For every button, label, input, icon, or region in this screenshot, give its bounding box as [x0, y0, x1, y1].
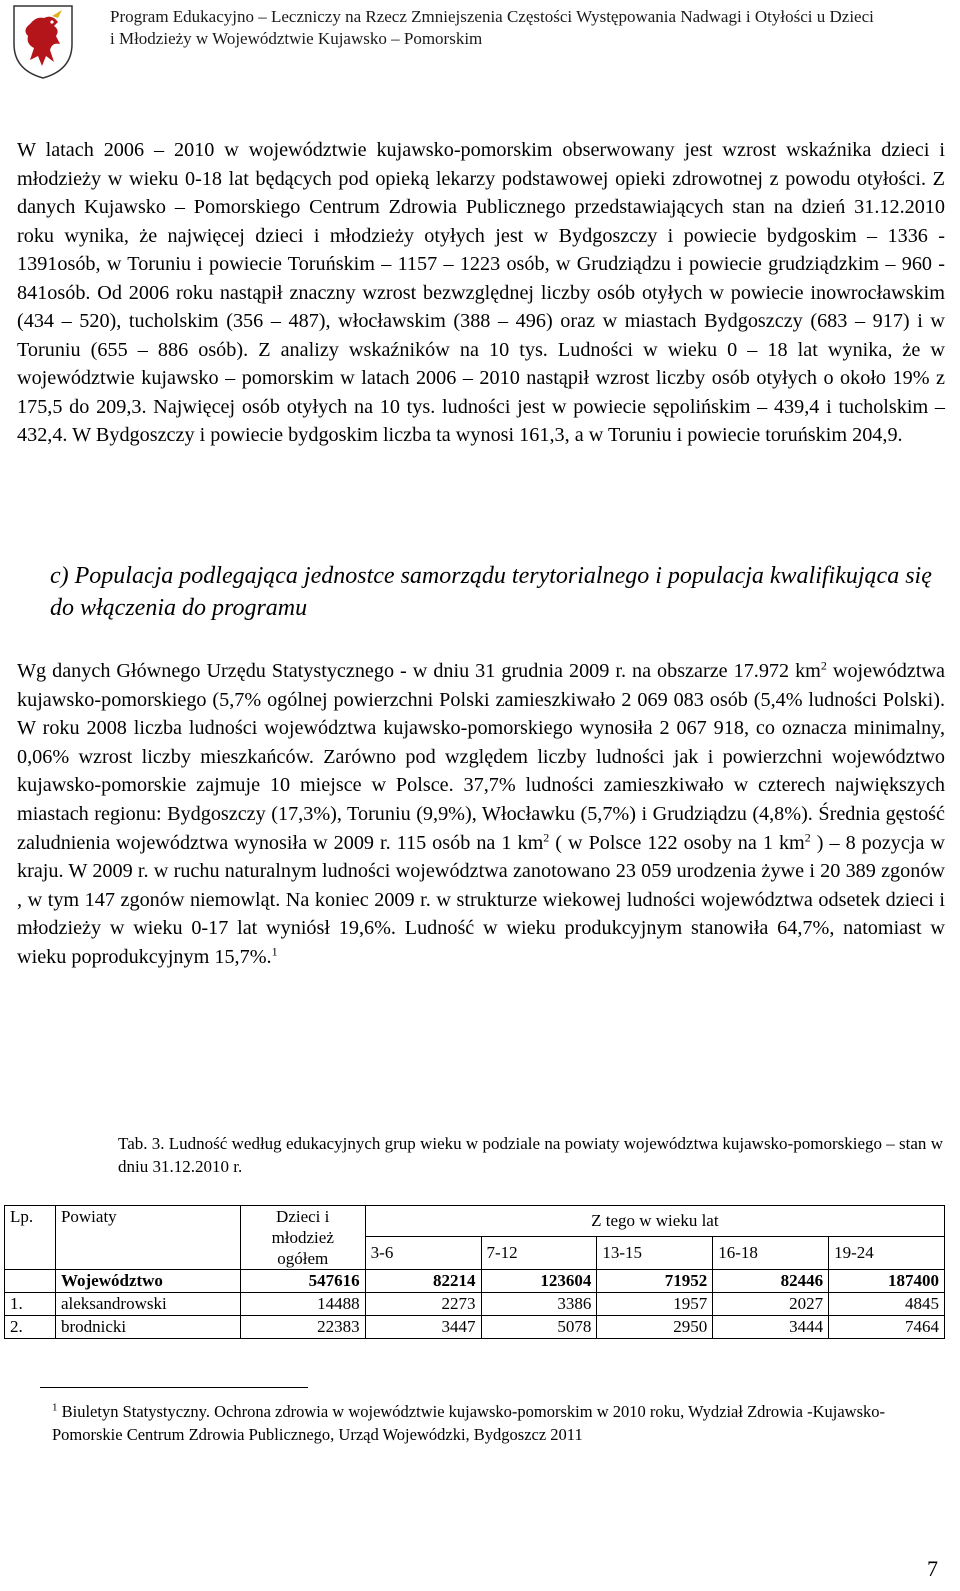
cell-value: 22383 — [240, 1316, 365, 1339]
page-header — [0, 0, 960, 90]
footnote-divider — [40, 1387, 308, 1388]
cell-value: 3444 — [713, 1316, 829, 1339]
cell-value: 2027 — [713, 1293, 829, 1316]
header-total: Dzieci i młodzież ogółem — [240, 1206, 365, 1270]
cell-value: 2273 — [365, 1293, 481, 1316]
cell-lp: 2. — [5, 1316, 56, 1339]
header-line-2: i Młodzieży w Województwie Kujawsko – Pomorskim — [110, 29, 483, 48]
header-age: 13-15 — [597, 1237, 713, 1270]
cell-name: aleksandrowski — [55, 1293, 240, 1316]
cell-value: 82214 — [365, 1270, 481, 1293]
cell-value: 187400 — [829, 1270, 945, 1293]
cell-value: 82446 — [713, 1270, 829, 1293]
footnote-text: Biuletyn Statystyczny. Ochrona zdrowia w województwie kujawsko-pomorskim w 2010 roku, Wydział Zdrowia -Kujawsko- Pomorskie Centrum Zdrowia Publicznego, Urząd Wojewódzki, Bydgoszcz 2011 — [52, 1402, 886, 1444]
table-caption: Tab. 3. Ludność według edukacyjnych grup wieku w podziale na powiaty województwa kujawsko-pomorskiego – stan w dniu 31.12.2010 r. — [118, 1134, 943, 1176]
cell-lp: 1. — [5, 1293, 56, 1316]
footnote-number: 1 — [52, 1401, 58, 1414]
page-number: 7 — [927, 1556, 938, 1581]
header-title — [110, 6, 950, 50]
table-header-row — [5, 1206, 945, 1237]
cell-value: 5078 — [481, 1316, 597, 1339]
cell-value: 3386 — [481, 1293, 597, 1316]
cell-value: 547616 — [240, 1270, 365, 1293]
header-age: 19-24 — [829, 1237, 945, 1270]
cell-name: brodnicki — [55, 1316, 240, 1339]
cell-value: 71952 — [597, 1270, 713, 1293]
cell-name: Województwo — [55, 1270, 240, 1293]
header-age: 7-12 — [481, 1237, 597, 1270]
paragraph-population: Wg danych Głównego Urzędu Statystycznego - w dniu 31 grudnia 2009 r. na obszarze 17.972 $km^2$ województwa kujawsko-pomorskiego (5,7% ogólnej powierzchni Polski zamieszkiwało 2 069 083 osób (5,4% ludności Polski). W roku 2008 liczba ludności województwa kujawsko-pomorskiego wynosiła 2 067 918, co oznacza minimalny, 0,06% wzrost liczby mieszkańców. Zarówno pod względem liczby ludności jak i powierzchni województwo kujawsko-pomorskie zajmuje 10 miejsce w Polsce. 37,7% ludności zamieszkiwało w czterech największych miastach regionu: Bydgoszczy (17,3%), Toruniu (9,9%), Włocławku (5,7%) i Grudziądzu (4,8%). Średnia gęstość zaludnienia województwa wynosiła w 2009 r. 115 osób na 1 $km^2$ ( w Polsce 122 osoby na 1 $km^2$ ) – 8 pozycja w kraju. W 2009 r. w ruchu naturalnym ludności województwa zanotowano 23 059 urodzenia żywe i 20 389 zgonów , w tym 147 zgonów niemowląt. Na koniec 2009 r. w strukturze wiekowej ludności województwa odsetek dzieci i młodzieży w wieku 0-17 lat wyniósł 19,6%. Ludność w wieku produkcyjnym stanowiła 64,7%, natomiast w wieku poprodukcyjnym 15,7%.$^1$ — [17, 658, 946, 968]
population-table — [4, 1205, 945, 1339]
paragraph-obesity-trends: W latach 2006 – 2010 w województwie kujawsko-pomorskim obserwowany jest wzrost wskaźnika dzieci i młodzieży w wieku 0-18 lat będących pod opieką lekarzy podstawowej opieki zdrowotnej z powodu otyłości. Z danych Kujawsko – Pomorskiego Centrum Zdrowia Publicznego przedstawiających stan na dzień 31.12.2010 roku wynika, że najwięcej dzieci i młodzieży otyłych jest w Bydgoszczy i powiecie bydgoskim – 1336 - 1391osób, w Toruniu i powiecie Toruńskim – 1157 – 1223 osób, w Grudziądzu i powiecie grudziądzkim – 960 - 841osób. Od 2006 roku nastąpił znaczny wzrost bezwzględnej liczby osób otyłych w powiecie inowrocławskim (434 – 520), tucholskim (356 – 487), włocławskim (388 – 496) oraz w miastach Bydgoszczy (683 – 917) i w Toruniu (655 – 886 osób). Z analizy wskaźników na 10 tys. Ludności w wieku 0 – 18 lat wynika, że w województwie kujawsko – pomorskim w latach 2006 – 2010 nastąpił wzrost liczby osób otyłych o około 19% z 175,5 do 209,3. Najwięcej osób otyłych na 10 tys. ludności jest w powiecie sępolińskim – 439,4 i tucholskim – 432,4. W Bydgoszczy i powiecie bydgoskim liczba ta wynosi 161,3, a w Toruniu i powiecie toruńskim 204,9. — [17, 139, 945, 446]
cell-value: 1957 — [597, 1293, 713, 1316]
footnote-ref[interactable]: 1 — [271, 944, 278, 959]
cell-value: 123604 — [481, 1270, 597, 1293]
cell-value: 3447 — [365, 1316, 481, 1339]
header-lp: Lp. — [5, 1206, 56, 1270]
table-row — [5, 1293, 945, 1316]
header-powiaty: Powiaty — [55, 1206, 240, 1270]
header-age: 16-18 — [713, 1237, 829, 1270]
cell-value: 4845 — [829, 1293, 945, 1316]
table-row — [5, 1270, 945, 1293]
header-line-1: Program Edukacyjno – Leczniczy na Rzecz Zmniejszenia Częstości Występowania Nadwagi i Otyłości u Dzieci — [110, 7, 874, 26]
cell-lp — [5, 1270, 56, 1293]
header-age-group: Z tego w wieku lat — [365, 1206, 944, 1237]
header-age: 3-6 — [365, 1237, 481, 1270]
griffin-coat-of-arms-icon — [12, 4, 74, 80]
table-row — [5, 1316, 945, 1339]
section-heading: c) Populacja podlegająca jednostce samorządu terytorialnego i populacja kwalifikująca się do włączenia do programu — [50, 563, 932, 621]
cell-value: 2950 — [597, 1316, 713, 1339]
footnote — [52, 1400, 932, 1446]
cell-value: 7464 — [829, 1316, 945, 1339]
cell-value: 14488 — [240, 1293, 365, 1316]
